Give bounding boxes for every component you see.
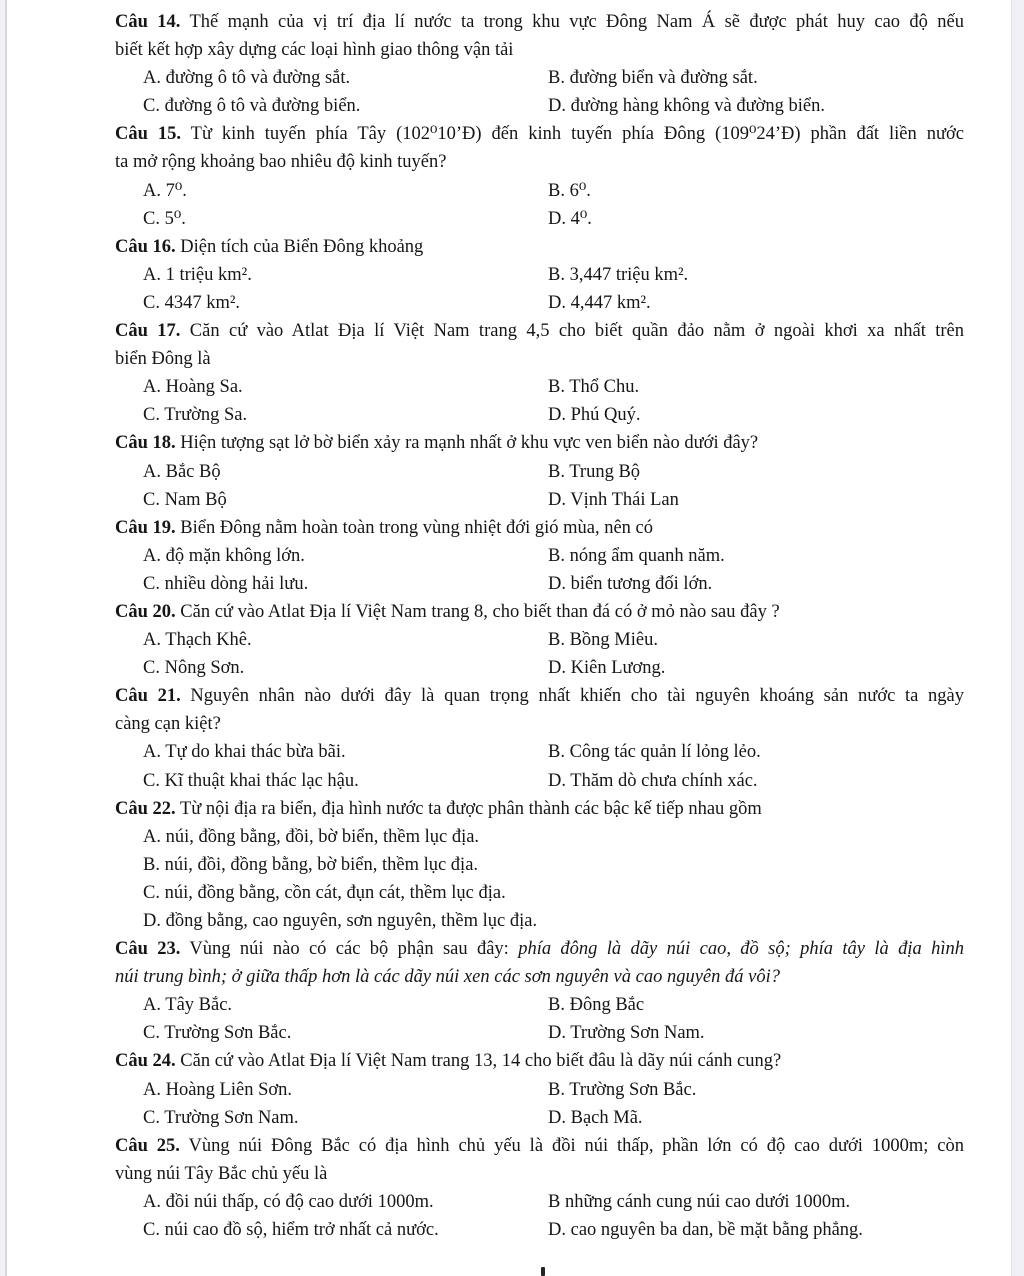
options-row xyxy=(115,64,964,92)
scan-right-border xyxy=(1011,0,1024,1276)
option-c: C. Kĩ thuật khai thác lạc hậu. xyxy=(143,770,359,791)
options-row xyxy=(115,458,964,486)
option-a: A. Hoàng Sa. xyxy=(143,377,243,398)
exam-page xyxy=(115,8,964,1244)
option-b: B. Công tác quản lí lỏng lẻo. xyxy=(548,742,761,763)
question-number: Câu 21. xyxy=(115,686,181,707)
question-text-line xyxy=(115,598,964,626)
question-text: Từ nội địa ra biển, địa hình nước ta được phân thành các bậc kế tiếp nhau gồm xyxy=(179,798,762,819)
question-number: Câu 16. xyxy=(115,236,176,257)
option-d: D. đồng bằng, cao nguyên, sơn nguyên, thềm lục địa. xyxy=(143,911,538,931)
options-row xyxy=(115,767,964,795)
question-text: Vùng núi nào có các bộ phận sau đây: xyxy=(189,939,509,960)
question-cau-24 xyxy=(115,1047,964,1131)
option-c: C. Trường Sơn Bắc. xyxy=(143,1023,292,1044)
option-b: B. đường biển và đường sắt. xyxy=(548,68,758,89)
option-b: B. Thổ Chu. xyxy=(548,377,640,398)
option-d: D. Kiên Lương. xyxy=(548,658,666,679)
option-d: D. Phú Quý. xyxy=(548,405,641,426)
cutoff-next-line-glyph xyxy=(541,1267,545,1276)
question-number: Câu 25. xyxy=(115,1135,180,1156)
option-b: B. nóng ẩm quanh năm. xyxy=(548,545,725,566)
question-text-line: biết kết hợp xây dựng các loại hình giao thông vận tải xyxy=(115,40,514,61)
question-text-line xyxy=(115,429,964,457)
question-cau-25 xyxy=(115,1132,964,1244)
options-row xyxy=(115,1019,964,1047)
options-row xyxy=(115,177,964,205)
question-cau-18 xyxy=(115,429,964,513)
options-row xyxy=(115,261,964,289)
option-b: B. Trường Sơn Bắc. xyxy=(548,1079,697,1100)
question-cau-22 xyxy=(115,795,964,935)
question-text-line xyxy=(115,8,964,36)
scan-left-border xyxy=(0,0,7,1276)
option-a: A. Tự do khai thác bừa bãi. xyxy=(143,742,346,763)
option-c: C. Nông Sơn. xyxy=(143,658,245,679)
question-cau-23 xyxy=(115,935,964,1047)
question-number: Câu 18. xyxy=(115,433,176,454)
option-d: D. cao nguyên ba dan, bề mặt bằng phẳng. xyxy=(548,1220,863,1241)
question-text-line xyxy=(115,1047,964,1075)
option-c: C. đường ô tô và đường biển. xyxy=(143,96,361,117)
question-text-line xyxy=(115,935,964,963)
options-row xyxy=(115,1188,964,1216)
question-cau-17 xyxy=(115,317,964,429)
question-text-line: vùng núi Tây Bắc chủ yếu là xyxy=(115,1163,328,1184)
question-text-line: ta mở rộng khoảng bao nhiêu độ kinh tuyến? xyxy=(115,152,447,173)
question-number: Câu 22. xyxy=(115,798,176,819)
question-text-line: càng cạn kiệt? xyxy=(115,714,221,735)
option-b: B. núi, đồi, đồng bằng, bờ biển, thềm lục địa. xyxy=(143,854,479,875)
question-cau-16 xyxy=(115,233,964,317)
options-row xyxy=(115,92,964,120)
question-text: Căn cứ vào Atlat Địa lí Việt Nam trang 13, 14 cho biết đâu là dãy núi cánh cung? xyxy=(180,1051,782,1072)
option-c: C. núi, đồng bằng, cồn cát, đụn cát, thềm lục địa. xyxy=(143,882,506,903)
question-text-line: biển Đông là xyxy=(115,349,211,370)
option-b: B. Đông Bắc xyxy=(548,995,645,1016)
option-d: D. đường hàng không và đường biển. xyxy=(548,96,826,117)
option-b: B. Bồng Miêu. xyxy=(548,630,658,651)
question-text: Căn cứ vào Atlat Địa lí Việt Nam trang 4,5 cho biết quần đảo nằm ở ngoài khơi xa nhất trên xyxy=(189,321,964,342)
option-c: C. Trường Sơn Nam. xyxy=(143,1107,299,1128)
question-text-line xyxy=(115,514,964,542)
question-text-line xyxy=(115,1132,964,1160)
option-d: D. 4,447 km². xyxy=(548,292,651,313)
option-c: C. 5⁰. xyxy=(143,208,186,229)
question-text: Thế mạnh của vị trí địa lí nước ta trong khu vực Đông Nam Á sẽ được phát huy cao độ nếu xyxy=(189,12,964,32)
question-number: Câu 24. xyxy=(115,1051,176,1072)
options-row xyxy=(115,373,964,401)
question-text-italic: phía đông là dãy núi cao, đồ sộ; phía tây là địa hình xyxy=(518,939,964,960)
question-text: Từ kinh tuyến phía Tây (102⁰10’Đ) đến kinh tuyến phía Đông (109⁰24’Đ) phần đất liền nước xyxy=(190,124,964,145)
option-c: C. núi cao đồ sộ, hiểm trở nhất cả nước. xyxy=(143,1220,439,1241)
option-a: A. núi, đồng bằng, đồi, bờ biển, thềm lục địa. xyxy=(143,826,480,847)
option-d: D. biển tương đối lớn. xyxy=(548,573,713,594)
options-row xyxy=(115,1076,964,1104)
option-d: D. Trường Sơn Nam. xyxy=(548,1023,705,1044)
question-number: Câu 14. xyxy=(115,12,181,32)
question-cau-19 xyxy=(115,514,964,598)
option-a: A. đồi núi thấp, có độ cao dưới 1000m. xyxy=(143,1191,434,1212)
options-row xyxy=(115,1104,964,1132)
option-b: B. 6⁰. xyxy=(548,180,591,201)
option-c: C. Nam Bộ xyxy=(143,489,227,510)
option-a: A. 1 triệu km². xyxy=(143,264,252,285)
options-row xyxy=(115,542,964,570)
option-a: A. đường ô tô và đường sắt. xyxy=(143,68,351,89)
option-b: B những cánh cung núi cao dưới 1000m. xyxy=(548,1191,851,1212)
option-c: C. 4347 km². xyxy=(143,292,241,313)
options-row xyxy=(115,1216,964,1244)
option-a: A. Tây Bắc. xyxy=(143,995,233,1016)
question-text: Vùng núi Đông Bắc có địa hình chủ yếu là đồi núi thấp, phần lớn có độ cao dưới 1000m; còn xyxy=(188,1135,964,1156)
question-number: Câu 15. xyxy=(115,124,181,145)
question-text: Nguyên nhân nào dưới đây là quan trọng nhất khiến cho tài nguyên khoáng sản nước ta ngày xyxy=(190,686,964,707)
option-d: D. Thăm dò chưa chính xác. xyxy=(548,770,758,791)
option-c: C. Trường Sa. xyxy=(143,405,248,426)
question-text-line xyxy=(115,233,964,261)
option-d: D. 4⁰. xyxy=(548,208,592,229)
option-a: A. Thạch Khê. xyxy=(143,630,252,651)
options-row xyxy=(115,626,964,654)
option-b: B. 3,447 triệu km². xyxy=(548,264,689,285)
question-text-italic: núi trung bình; ở giữa thấp hơn là các dãy núi xen các sơn nguyên và cao nguyên đá vôi? xyxy=(115,967,780,988)
option-c: C. nhiều dòng hải lưu. xyxy=(143,573,309,594)
question-text-line xyxy=(115,120,964,148)
option-a: A. Hoàng Liên Sơn. xyxy=(143,1079,293,1100)
option-a: A. độ mặn không lớn. xyxy=(143,545,305,566)
question-number: Câu 19. xyxy=(115,517,176,538)
question-text: Hiện tượng sạt lở bờ biển xảy ra mạnh nhất ở khu vực ven biển nào dưới đây? xyxy=(180,433,759,454)
question-cau-14 xyxy=(115,8,964,120)
option-d: D. Bạch Mã. xyxy=(548,1107,643,1128)
option-a: A. 7⁰. xyxy=(143,180,187,201)
question-text-line xyxy=(115,682,964,710)
option-a: A. Bắc Bộ xyxy=(143,461,221,482)
question-text: Diện tích của Biển Đông khoảng xyxy=(180,236,424,257)
question-cau-15 xyxy=(115,120,964,232)
options-row xyxy=(115,570,964,598)
question-text: Biển Đông nằm hoàn toàn trong vùng nhiệt đới gió mùa, nên có xyxy=(180,517,653,538)
options-row xyxy=(115,991,964,1019)
option-d: D. Vịnh Thái Lan xyxy=(548,489,679,510)
question-cau-21 xyxy=(115,682,964,794)
option-b: B. Trung Bộ xyxy=(548,461,641,482)
question-cau-20 xyxy=(115,598,964,682)
question-number: Câu 20. xyxy=(115,601,176,622)
options-row xyxy=(115,289,964,317)
options-row xyxy=(115,486,964,514)
question-number: Câu 23. xyxy=(115,939,181,960)
options-row xyxy=(115,205,964,233)
options-row xyxy=(115,654,964,682)
question-text: Căn cứ vào Atlat Địa lí Việt Nam trang 8, cho biết than đá có ở mỏ nào sau đây ? xyxy=(180,601,780,622)
options-row xyxy=(115,401,964,429)
question-number: Câu 17. xyxy=(115,321,181,342)
question-text-line xyxy=(115,317,964,345)
options-row xyxy=(115,738,964,766)
question-text-line xyxy=(115,795,964,823)
